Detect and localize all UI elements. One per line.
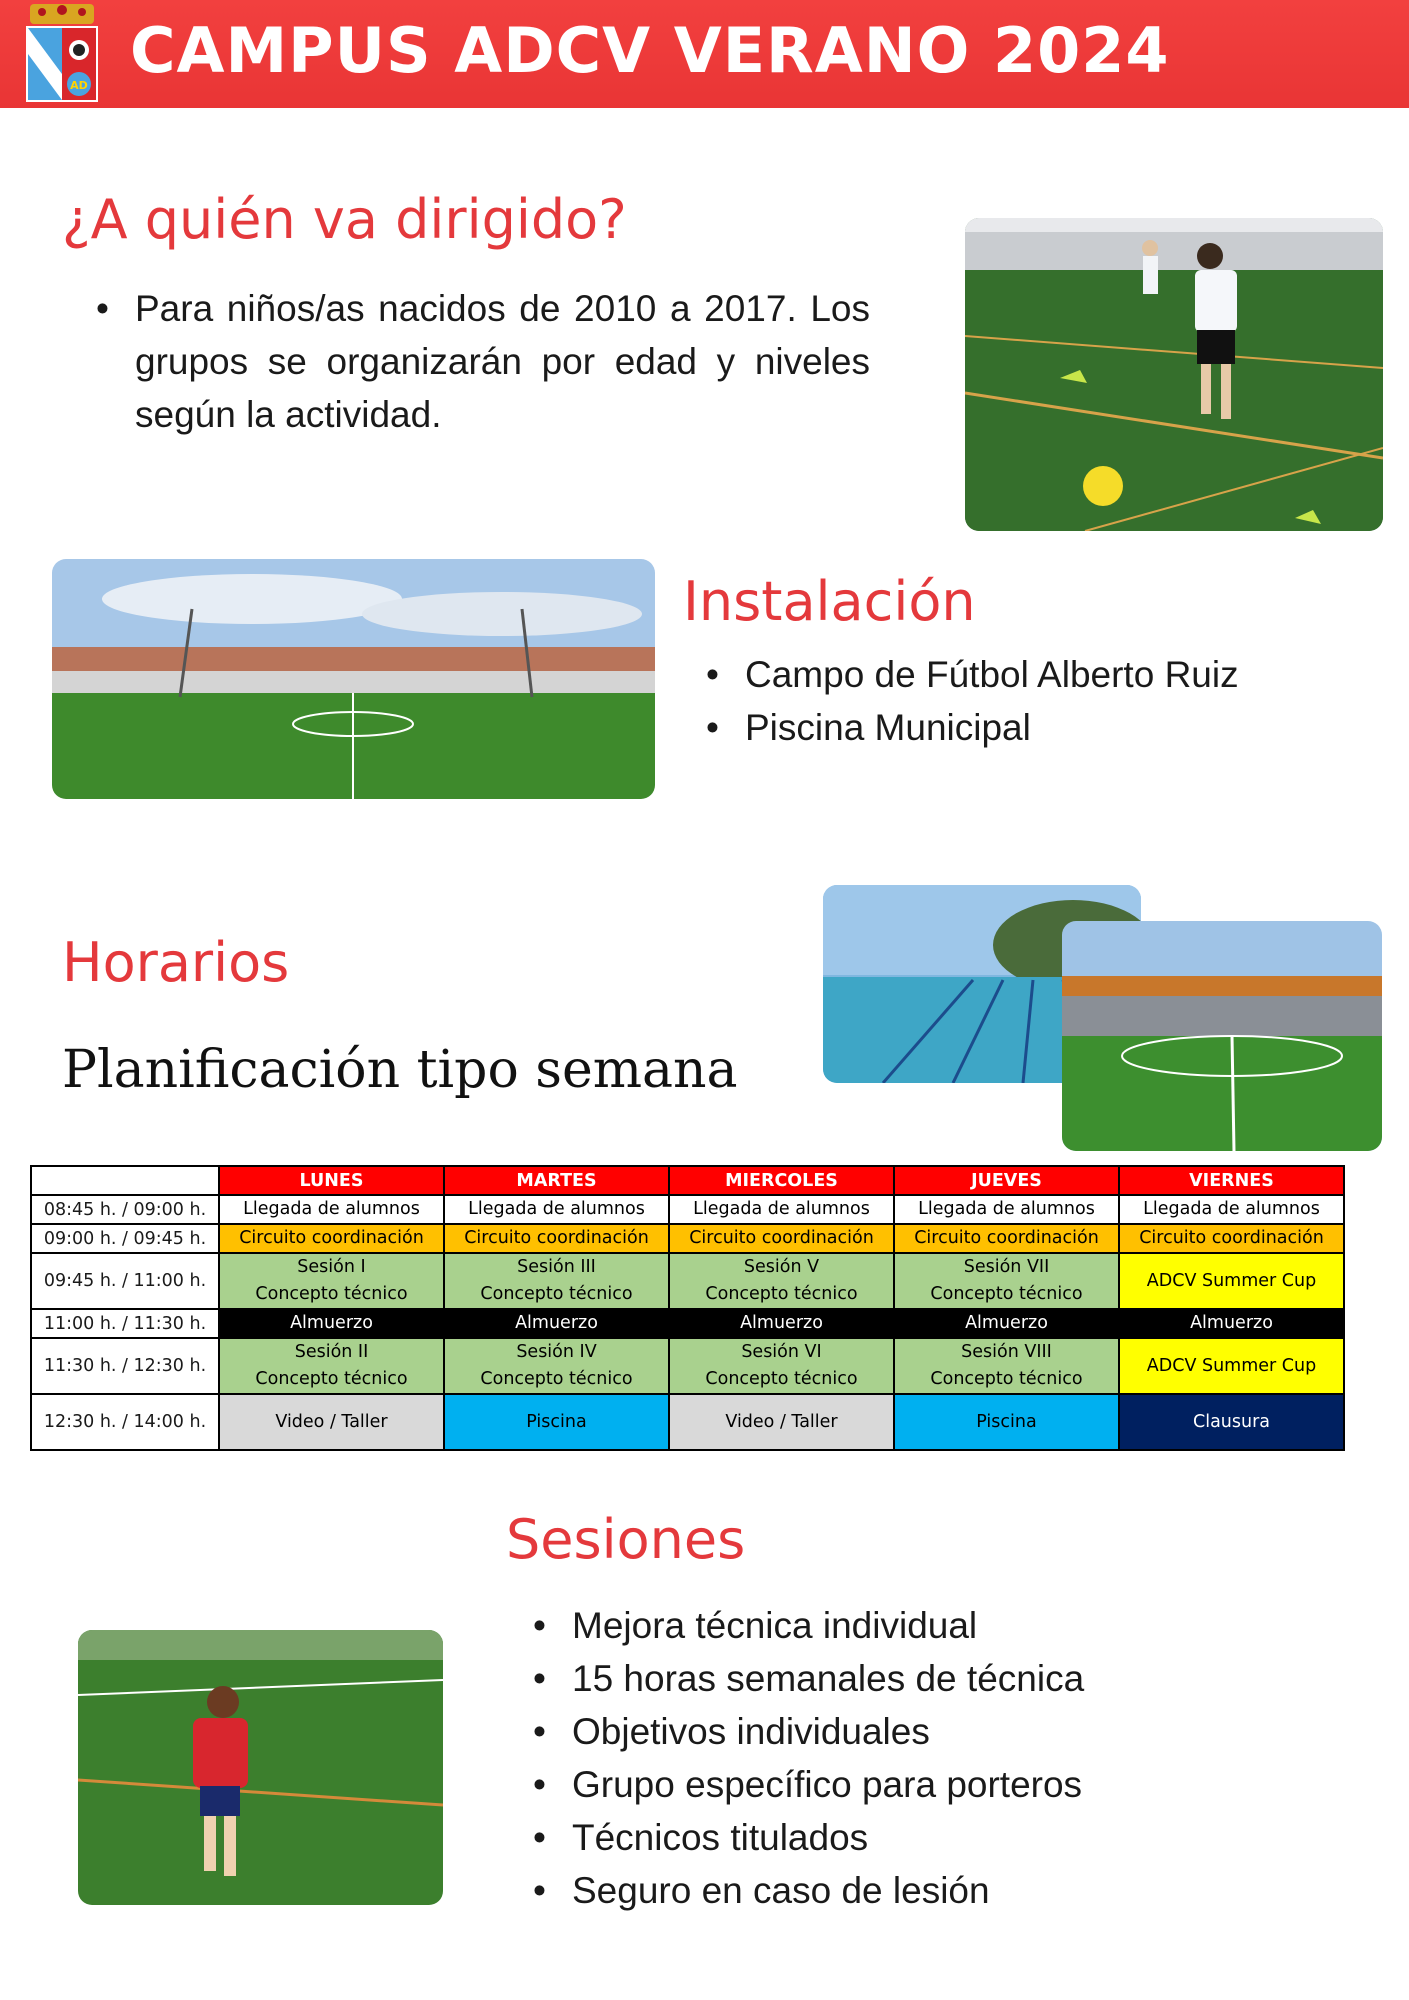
- time-slot-cell: 08:45 h. / 09:00 h.: [31, 1195, 219, 1224]
- sessions-item: • Seguro en caso de lesión: [527, 1864, 1084, 1917]
- activity-label: ADCV Summer Cup: [1146, 1355, 1317, 1376]
- svg-text:AD: AD: [70, 79, 88, 92]
- sessions-list: [527, 1599, 1084, 1917]
- activity-label: Sesión V: [743, 1257, 820, 1277]
- activity-sublabel: Concepto técnico: [930, 1369, 1083, 1389]
- activity-label: Almuerzo: [965, 1313, 1048, 1333]
- activity-sublabel: Concepto técnico: [480, 1284, 633, 1304]
- schedule-row: [31, 1224, 1344, 1253]
- stadium-photo: [1062, 921, 1382, 1151]
- activity-label: Sesión VIII: [961, 1342, 1052, 1362]
- activity-cell: [219, 1338, 444, 1394]
- installation-item: • Piscina Municipal: [700, 701, 1239, 754]
- activity-cell: [669, 1338, 894, 1394]
- activity-label: Circuito coordinación: [914, 1228, 1099, 1248]
- activity-label: Circuito coordinación: [689, 1228, 874, 1248]
- schedule-title: Horarios: [62, 931, 290, 994]
- activity-cell: [444, 1253, 669, 1309]
- activity-sublabel: Concepto técnico: [255, 1284, 408, 1304]
- activity-cell: [444, 1195, 669, 1224]
- activity-label: Almuerzo: [290, 1313, 373, 1333]
- installation-title: Instalación: [683, 570, 976, 633]
- activity-cell: [669, 1394, 894, 1450]
- activity-sublabel: Concepto técnico: [705, 1369, 858, 1389]
- activity-sublabel: Concepto técnico: [480, 1369, 633, 1389]
- who-text: • Para niños/as nacidos de 2010 a 2017. Los grupos se organizarán por edad y niveles según la actividad.: [90, 282, 870, 441]
- activity-label: Sesión I: [297, 1257, 366, 1277]
- time-slot-cell: 11:30 h. / 12:30 h.: [31, 1338, 219, 1394]
- day-header: LUNES: [219, 1166, 444, 1195]
- activity-label: Almuerzo: [1190, 1313, 1273, 1333]
- day-header: MIERCOLES: [669, 1166, 894, 1195]
- activity-label: Llegada de alumnos: [1143, 1199, 1320, 1219]
- activity-cell: [1119, 1338, 1344, 1394]
- activity-cell: [894, 1253, 1119, 1309]
- time-slot-cell: 11:00 h. / 11:30 h.: [31, 1309, 219, 1338]
- activity-cell: [894, 1309, 1119, 1338]
- football-field-photo: [52, 559, 655, 799]
- sessions-item: • Grupo específico para porteros: [527, 1758, 1084, 1811]
- activity-label: Video / Taller: [725, 1411, 838, 1432]
- schedule-row: [31, 1338, 1344, 1394]
- activity-label: Sesión IV: [516, 1342, 597, 1362]
- activity-sublabel: Concepto técnico: [705, 1284, 858, 1304]
- activity-cell: [1119, 1394, 1344, 1450]
- installation-list: [700, 648, 1239, 754]
- schedule-header-row: [31, 1166, 1344, 1195]
- activity-cell: [444, 1309, 669, 1338]
- schedule-row: [31, 1195, 1344, 1224]
- activity-cell: [1119, 1195, 1344, 1224]
- club-crest-logo: [22, 4, 102, 104]
- activity-cell: [219, 1394, 444, 1450]
- schedule-row: [31, 1253, 1344, 1309]
- activity-cell: [444, 1338, 669, 1394]
- activity-label: ADCV Summer Cup: [1146, 1270, 1317, 1291]
- day-header: MARTES: [444, 1166, 669, 1195]
- activity-cell: [1119, 1309, 1344, 1338]
- schedule-table: [30, 1165, 1345, 1451]
- activity-cell: [219, 1224, 444, 1253]
- who-list: [90, 282, 870, 441]
- activity-cell: [1119, 1253, 1344, 1309]
- activity-label: Piscina: [526, 1411, 587, 1432]
- activity-label: Sesión VII: [963, 1257, 1050, 1277]
- activity-label: Llegada de alumnos: [243, 1199, 420, 1219]
- schedule-row: [31, 1309, 1344, 1338]
- activity-cell: [219, 1309, 444, 1338]
- activity-cell: [444, 1394, 669, 1450]
- activity-label: Almuerzo: [740, 1313, 823, 1333]
- activity-cell: [894, 1394, 1119, 1450]
- sessions-item: • Técnicos titulados: [527, 1811, 1084, 1864]
- schedule-subtitle: Planificación tipo semana: [62, 1040, 738, 1100]
- activity-cell: [894, 1338, 1119, 1394]
- who-title: ¿A quién va dirigido?: [62, 188, 627, 251]
- activity-cell: [669, 1195, 894, 1224]
- sessions-item: • Objetivos individuales: [527, 1705, 1084, 1758]
- time-slot-cell: 09:45 h. / 11:00 h.: [31, 1253, 219, 1309]
- activity-label: Sesión VI: [741, 1342, 822, 1362]
- activity-cell: [219, 1195, 444, 1224]
- activity-label: Llegada de alumnos: [468, 1199, 645, 1219]
- activity-cell: [219, 1253, 444, 1309]
- day-header: VIERNES: [1119, 1166, 1344, 1195]
- kid-running-photo: [78, 1630, 443, 1905]
- activity-cell: [669, 1253, 894, 1309]
- activity-label: Video / Taller: [275, 1411, 388, 1432]
- activity-label: Sesión II: [294, 1342, 369, 1362]
- activity-sublabel: Concepto técnico: [255, 1369, 408, 1389]
- kid-dribbling-photo: [965, 218, 1383, 531]
- time-slot-cell: 09:00 h. / 09:45 h.: [31, 1224, 219, 1253]
- activity-cell: [669, 1309, 894, 1338]
- time-slot-cell: 12:30 h. / 14:00 h.: [31, 1394, 219, 1450]
- activity-cell: [1119, 1224, 1344, 1253]
- activity-label: Circuito coordinación: [464, 1228, 649, 1248]
- activity-label: Sesión III: [517, 1257, 596, 1277]
- activity-label: Llegada de alumnos: [693, 1199, 870, 1219]
- activity-label: Circuito coordinación: [239, 1228, 424, 1248]
- activity-label: Piscina: [976, 1411, 1037, 1432]
- sessions-title: Sesiones: [506, 1508, 746, 1571]
- schedule-row: [31, 1394, 1344, 1450]
- time-header-cell: [31, 1166, 219, 1195]
- sessions-item: • Mejora técnica individual: [527, 1599, 1084, 1652]
- activity-cell: [894, 1224, 1119, 1253]
- activity-sublabel: Concepto técnico: [930, 1284, 1083, 1304]
- sessions-item: • 15 horas semanales de técnica: [527, 1652, 1084, 1705]
- activity-label: Circuito coordinación: [1139, 1228, 1324, 1248]
- activity-cell: [669, 1224, 894, 1253]
- page-title: CAMPUS ADCV VERANO 2024: [130, 14, 1170, 87]
- day-header: JUEVES: [894, 1166, 1119, 1195]
- installation-item: • Campo de Fútbol Alberto Ruiz: [700, 648, 1239, 701]
- activity-cell: [894, 1195, 1119, 1224]
- activity-cell: [444, 1224, 669, 1253]
- activity-label: Clausura: [1192, 1411, 1271, 1432]
- activity-label: Almuerzo: [515, 1313, 598, 1333]
- activity-label: Llegada de alumnos: [918, 1199, 1095, 1219]
